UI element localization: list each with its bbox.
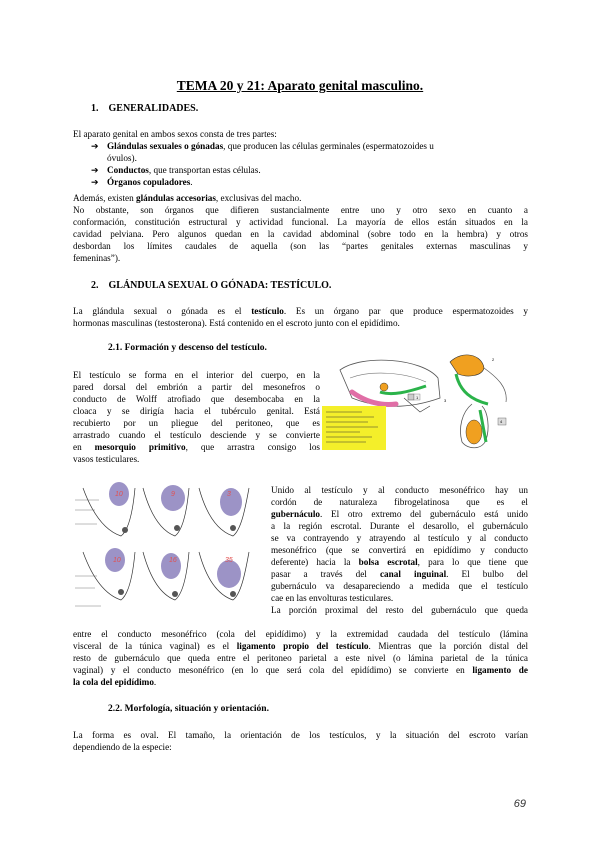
list-item: ➔ Órganos copuladores. <box>91 177 193 187</box>
page-number: 69 <box>513 798 526 810</box>
paragraph-differences: No obstante, son órganos que difieren sustancialmente entre uno y otro sexo en cuanto a conformación, constitución estructural y actividad funcional. La mayoría de ellos están situados en la cavidad pelviana. Pero algunos quedan en la cavidad abdominal (sobre todo en la hembra) y otros desbordan los límites caudales de aquella (son las “partes genitales externas masculinas y femeninas”). <box>73 205 528 263</box>
diagram-label: 4 <box>500 419 503 424</box>
list-item: óvulos). <box>107 153 137 163</box>
stage-number: 16 <box>169 557 177 564</box>
stage-number: 10 <box>115 491 123 498</box>
page-title: TEMA 20 y 21: Aparato genital masculino. <box>176 78 424 93</box>
section-2-2-heading: 2.2. Morfología, situación y orientación. <box>108 704 269 714</box>
diagram-label: 2 <box>492 357 495 362</box>
accessory-text: Además, existen glándulas accesorias, exclusivas del macho. <box>73 193 302 203</box>
section-2-heading: 2. GLÁNDULA SEXUAL O GÓNADA: TESTÍCULO. <box>91 280 332 291</box>
paragraph-formation: El testículo se forma en el interior del cuerpo, en la pared dorsal del embrión a partir del mesonefros o conducto de Wolff atrofiado que desembocaba en la cloaca y se dirigía hacia el tubérculo genital. Está recubierto por un pliegue del peritoneo, que es arrastrado cuando el testículo desciende y se convierte en mesorquio primitivo, que arrastra consigo los vasos testiculares. <box>73 370 320 464</box>
paragraph-testicle: La glándula sexual o gónada es el testículo. Es un órgano par que produce espermatozoides y hormonas masculinas (testosterona). Está contenido en el escroto junto con el epidídimo. <box>73 306 528 328</box>
bullet-list <box>91 140 528 188</box>
diagram-label: 1 <box>416 395 419 400</box>
intro-text: El aparato genital en ambos sexos consta de tres partes: <box>73 129 277 139</box>
paragraph-ligaments: entre el conducto mesonéfrico (cola del epidídimo) y la extremidad caudada del testículo (lámina visceral de la túnica vaginal) es el ligamento propio del testículo. Mientras que la porción distal del resto de gubernáculo que queda entre el peritoneo parietal a este nivel (o lámina parietal de la túnica vaginal) y el conducto mesonéfrico (en lo que será cola del epidídimo) se convierte en ligamento de la cola del epidídimo. <box>73 629 529 687</box>
paragraph-gubernaculum: Unido al testículo y al conducto mesonéfrico hay un cordón de naturaleza fibrogelatinosa que es el gubernáculo. El otro extremo del gubernáculo está unido a la región escrotal. Durante el desarollo, el gubernáculo se va contrayendo y atrayendo al testículo y al conducto mesonéfrico (que se convertirá en epidídimo y conducto deferente) hacia la bolsa escrotal, para lo que tiene que pasar a través del canal inguinal. El bulbo del gubernáculo va desapareciendo a medida que el testículo cae en las envolturas testiculares. La porción proximal del resto del gubernáculo que queda <box>271 485 528 615</box>
diagram-label: 3 <box>444 398 447 403</box>
list-item: ➔ Conductos, que transportan estas células. <box>91 165 261 175</box>
stage-number: 3 <box>227 491 231 498</box>
section-1-heading: 1. GENERALIDADES. <box>91 103 199 114</box>
list-item: ➔ Glándulas sexuales o gónadas, que producen las células germinales (espermatozoides u <box>91 141 434 151</box>
stage-number: 9 <box>171 491 175 498</box>
paragraph-morphology: La forma es oval. El tamaño, la orientación de los testículos, y la situación del escroto varían dependiendo de la especie: <box>73 730 528 752</box>
stage-number: 35 <box>225 557 233 564</box>
diagram-legend <box>322 406 386 450</box>
stage-number: 10 <box>113 557 121 564</box>
testicle-descent-stages-diagram <box>73 480 265 612</box>
embryo-right-figure <box>450 355 506 448</box>
embryo-descent-diagram <box>322 352 532 452</box>
section-2-1-heading: 2.1. Formación y descenso del testículo. <box>108 343 267 353</box>
embryo-left-figure <box>340 360 440 412</box>
